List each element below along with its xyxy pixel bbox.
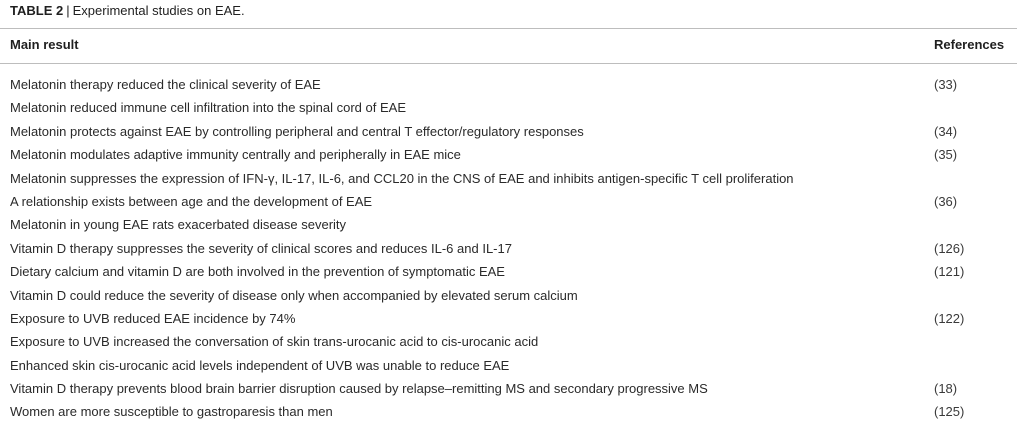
reference-cell: (36) bbox=[934, 193, 958, 209]
main-result-cell: Melatonin suppresses the expression of IFN-γ, IL-17, IL-6, and CCL20 in the CNS of EAE and inhibits antigen-specific T cell proliferation bbox=[10, 170, 794, 186]
main-result-cell: Melatonin in young EAE rats exacerbated disease severity bbox=[10, 217, 347, 233]
table-row bbox=[0, 330, 1017, 353]
reference-cell: (121) bbox=[934, 264, 965, 280]
main-result-cell: Exposure to UVB reduced EAE incidence by 74% bbox=[10, 310, 296, 326]
table-row bbox=[0, 284, 1017, 307]
header-rule bbox=[0, 63, 1017, 64]
table-row bbox=[0, 260, 1017, 283]
main-result-cell: Vitamin D therapy suppresses the severity of clinical scores and reduces IL-6 and IL-17 bbox=[10, 240, 512, 256]
main-result-cell: Melatonin reduced immune cell infiltration into the spinal cord of EAE bbox=[10, 100, 406, 116]
table-row bbox=[0, 190, 1017, 213]
main-result-cell: Melatonin modulates adaptive immunity centrally and peripherally in EAE mice bbox=[10, 147, 461, 163]
reference-cell: (122) bbox=[934, 310, 965, 326]
column-header-references: References bbox=[934, 37, 1005, 52]
main-result-cell: Women are more susceptible to gastroparesis than men bbox=[10, 404, 333, 420]
caption-separator: | bbox=[66, 3, 70, 18]
reference-cell: (34) bbox=[934, 123, 958, 139]
reference-cell: (33) bbox=[934, 77, 958, 92]
table-row bbox=[0, 377, 1017, 400]
main-result-cell: Exposure to UVB increased the conversation of skin trans-urocanic acid to cis-urocanic acid bbox=[10, 334, 539, 350]
table-title: Experimental studies on EAE. bbox=[72, 3, 245, 18]
main-result-cell: Vitamin D could reduce the severity of disease only when accompanied by elevated serum calcium bbox=[10, 287, 578, 303]
main-result-cell: Enhanced skin cis-urocanic acid levels independent of UVB was unable to reduce EAE bbox=[10, 357, 510, 373]
table-body bbox=[0, 73, 1017, 424]
main-result-cell: Melatonin protects against EAE by controlling peripheral and central T effector/regulatory responses bbox=[10, 123, 584, 139]
column-header-main-result: Main result bbox=[10, 37, 79, 52]
table-row bbox=[0, 143, 1017, 166]
table-label: TABLE 2 bbox=[10, 3, 64, 18]
reference-cell: (125) bbox=[934, 404, 965, 420]
main-result-cell: A relationship exists between age and the development of EAE bbox=[10, 193, 373, 209]
main-result-cell: Melatonin therapy reduced the clinical severity of EAE bbox=[10, 77, 321, 92]
table-row bbox=[0, 354, 1017, 377]
table-row bbox=[0, 307, 1017, 330]
table-row bbox=[0, 400, 1017, 423]
reference-cell: (126) bbox=[934, 240, 965, 256]
table-row bbox=[0, 73, 1017, 96]
reference-cell: (35) bbox=[934, 147, 958, 163]
table-row bbox=[0, 120, 1017, 143]
table-caption bbox=[10, 3, 245, 19]
top-rule bbox=[0, 28, 1017, 29]
table-row bbox=[0, 167, 1017, 190]
reference-cell: (18) bbox=[934, 381, 958, 397]
table-row bbox=[0, 237, 1017, 260]
main-result-cell: Dietary calcium and vitamin D are both involved in the prevention of symptomatic EAE bbox=[10, 264, 505, 280]
table-row bbox=[0, 96, 1017, 119]
table-row bbox=[0, 213, 1017, 236]
main-result-cell: Vitamin D therapy prevents blood brain barrier disruption caused by relapse–remitting MS and secondary progressive MS bbox=[10, 381, 708, 397]
